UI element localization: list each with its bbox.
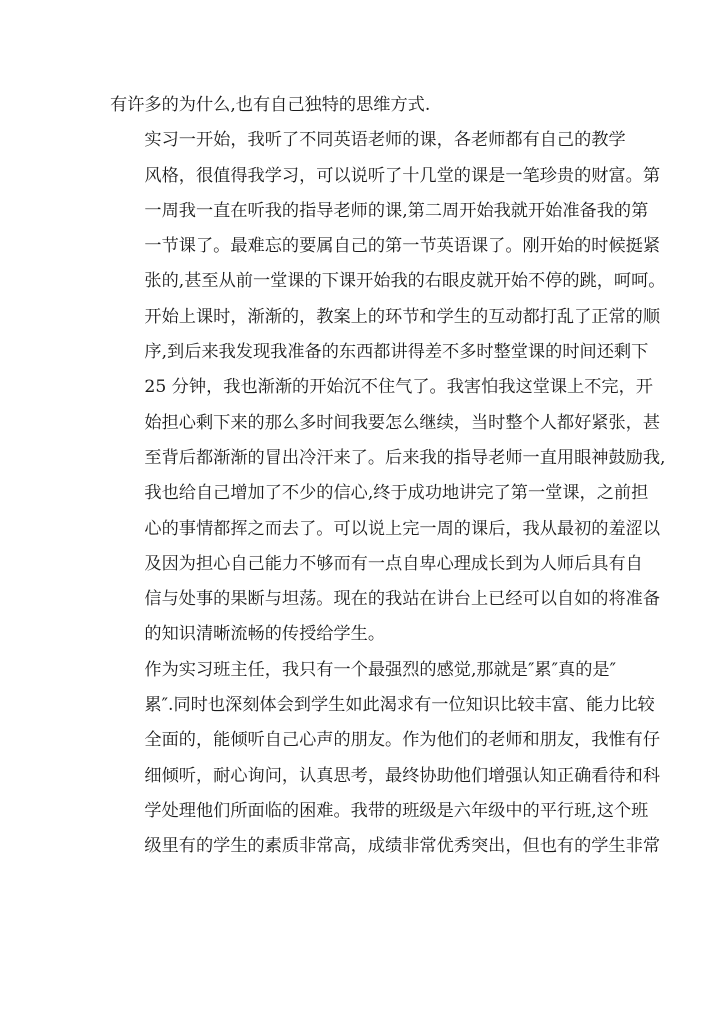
text-line: 风格，很值得我学习，可以说听了十几堂的课是一笔珍贵的财富。第 bbox=[144, 165, 661, 186]
text-line: 作为实习班主任，我只有一个最强烈的感觉,那就是″累″真的是″ bbox=[144, 659, 616, 680]
paragraph-1 bbox=[110, 88, 612, 123]
text-line: 学处理他们所面临的困难。我带的班级是六年级中的平行班,这个班 bbox=[144, 800, 649, 821]
document-page bbox=[110, 88, 666, 865]
text-line: 的知识清晰流畅的传授给学生。 bbox=[144, 624, 386, 645]
text-line: 25 分钟，我也渐渐的开始沉不住气了。我害怕我这堂课上不完，开 bbox=[144, 377, 653, 398]
text-line: 全面的，能倾听自己心声的朋友。作为他们的老师和朋友，我惟有仔 bbox=[144, 730, 661, 751]
text-line: 心的事情都挥之而去了。可以说上完一周的课后，我从最初的羞涩以 bbox=[144, 518, 661, 539]
text-line: 至背后都渐渐的冒出冷汗来了。后来我的指导老师一直用眼神鼓励我, bbox=[144, 447, 666, 468]
text-line: 我也给自己增加了不少的信心,终于成功地讲完了第一堂课，之前担 bbox=[144, 483, 649, 504]
text-line: 及因为担心自己能力不够而有一点自卑心理成长到为人师后具有自 bbox=[144, 553, 643, 574]
text-line: 始担心剩下来的那么多时间我要怎么继续，当时整个人都好紧张，甚 bbox=[144, 412, 661, 433]
paragraph-3 bbox=[110, 653, 661, 865]
text-line: 级里有的学生的素质非常高，成绩非常优秀突出，但也有的学生非常 bbox=[144, 836, 661, 857]
text-line: 有许多的为什么,也有自己独特的思维方式. bbox=[110, 95, 431, 115]
text-line: 开始上课时，渐渐的，教案上的环节和学生的互动都打乱了正常的顺 bbox=[144, 306, 661, 327]
text-line: 一节课了。最难忘的要属自己的第一节英语课了。刚开始的时候挺紧 bbox=[144, 236, 661, 257]
text-line: 序,到后来我发现我准备的东西都讲得差不多时整堂课的时间还剩下 bbox=[144, 342, 649, 363]
paragraph-2 bbox=[110, 123, 666, 652]
text-line: 张的,甚至从前一堂课的下课开始我的右眼皮就开始不停的跳，呵呵。 bbox=[144, 271, 666, 292]
text-line: 细倾听，耐心询问，认真思考，最终协助他们增强认知正确看待和科 bbox=[144, 765, 661, 786]
text-line: 一周我一直在听我的指导老师的课,第二周开始我就开始准备我的第 bbox=[144, 200, 649, 221]
text-line: 实习一开始，我听了不同英语老师的课，各老师都有自己的教学 bbox=[144, 130, 626, 151]
text-line: 累″.同时也深刻体会到学生如此渴求有一位知识比较丰富、能力比较 bbox=[144, 695, 655, 716]
text-line: 信与处事的果断与坦荡。现在的我站在讲台上已经可以自如的将准备 bbox=[144, 589, 661, 610]
